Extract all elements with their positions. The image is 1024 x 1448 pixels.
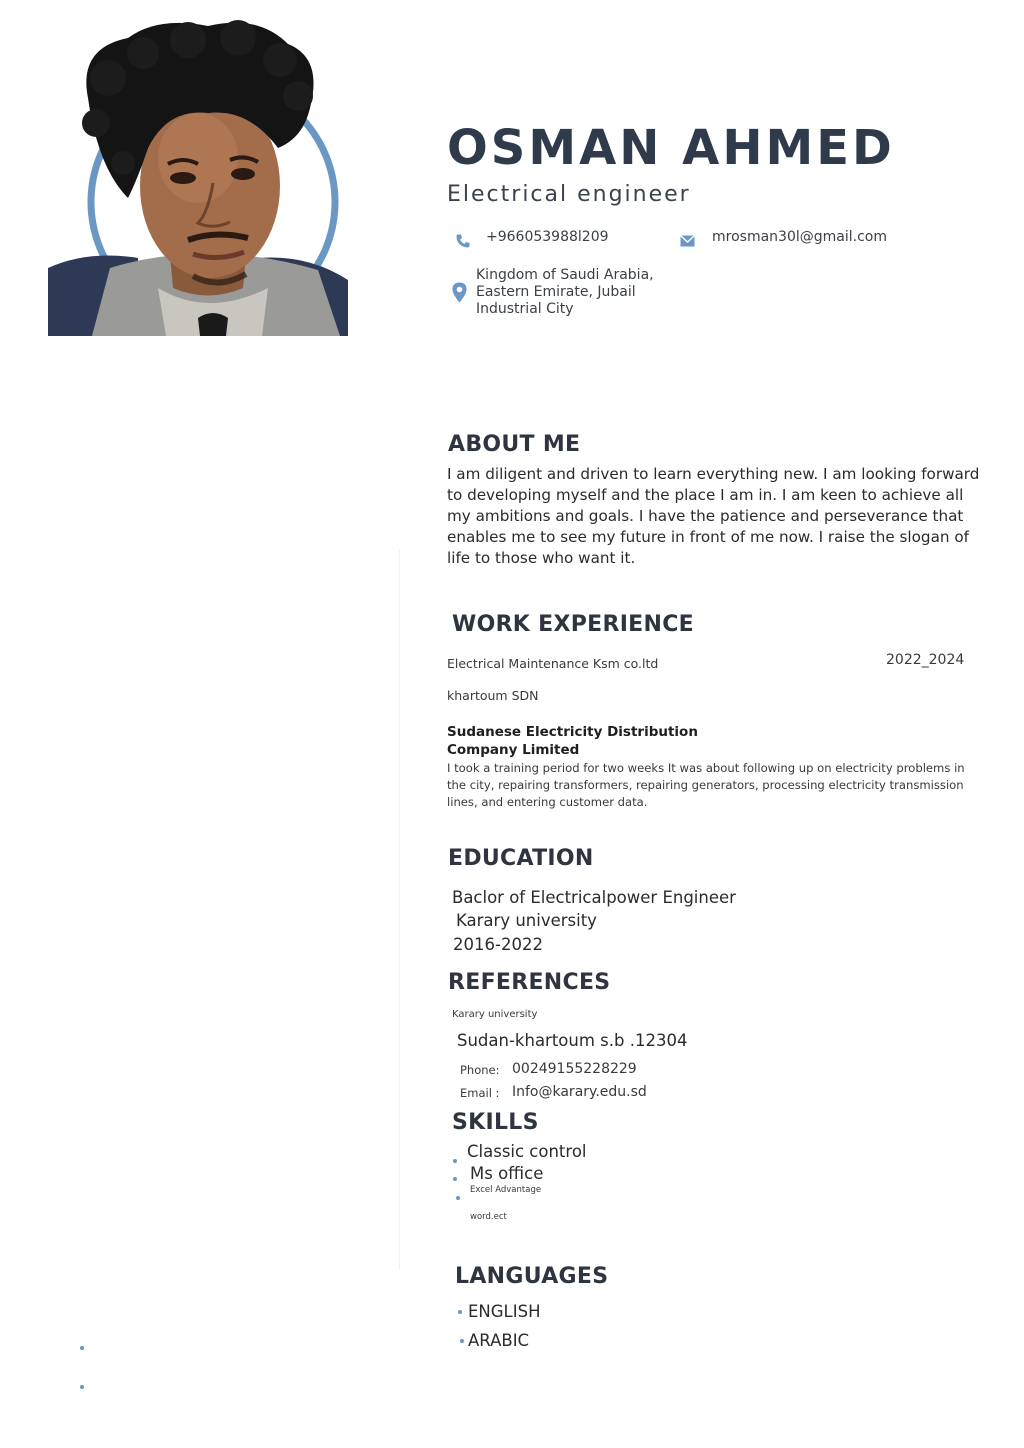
address-line-2: Eastern Emirate, Jubail [476, 284, 636, 300]
company-line: Sudanese Electricity Distribution [447, 724, 698, 740]
work-heading: WORK EXPERIENCE [452, 612, 694, 637]
languages-heading: LANGUAGES [455, 1264, 609, 1289]
references-heading: REFERENCES [448, 970, 611, 995]
job-location: khartoum SDN [447, 688, 539, 703]
reference-phone: 00249155228229 [512, 1061, 637, 1077]
bullet [458, 1310, 462, 1314]
bullet [453, 1177, 457, 1181]
address [476, 267, 654, 318]
email-address: mrosman30l@gmail.com [712, 229, 887, 245]
bullet [80, 1346, 84, 1350]
address-line-1: Kingdom of Saudi Arabia, [476, 267, 654, 283]
about-heading: ABOUT ME [448, 432, 581, 457]
reference-address: Sudan-khartoum s.b .12304 [457, 1031, 688, 1050]
education-heading: EDUCATION [448, 846, 594, 871]
about-line: enables me to see my future in front of me now. I raise the slogan of [447, 528, 969, 546]
company-name [447, 723, 698, 759]
education-degree: Baclor of Electricalpower Engineer [452, 888, 736, 907]
about-line: my ambitions and goals. I have the patience and perseverance that [447, 507, 964, 525]
bullet [80, 1385, 84, 1389]
bullet [453, 1159, 457, 1163]
bullet [460, 1339, 464, 1343]
job-role: Electrical engineer [447, 182, 691, 207]
skill-item: Classic control [467, 1142, 587, 1161]
location-pin-icon [452, 282, 467, 303]
description-line: I took a training period for two weeks It was about following up on electricity problems in [447, 761, 965, 775]
description-line: lines, and entering customer data. [447, 795, 648, 809]
education-school: Karary university [456, 911, 597, 930]
column-divider [399, 550, 400, 1270]
about-text [447, 464, 983, 569]
email-icon [680, 235, 695, 247]
about-line: life to those who want it. [447, 549, 636, 567]
about-line: to developing myself and the place I am in. I am keen to achieve all [447, 486, 964, 504]
language-item: ENGLISH [468, 1302, 541, 1321]
skill-item: Excel Advantage [470, 1185, 542, 1195]
reference-email: Info@karary.edu.sd [512, 1084, 647, 1100]
description-line: the city, repairing transformers, repairing generators, processing electricity transmission [447, 778, 964, 792]
job-years: 2022_2024 [886, 652, 965, 668]
education-years: 2016-2022 [453, 935, 543, 954]
company-line: Company Limited [447, 742, 580, 758]
skills-heading: SKILLS [452, 1110, 539, 1135]
phone-number: +966053988l209 [486, 229, 609, 245]
reference-phone-label: Phone: [460, 1063, 500, 1077]
reference-org: Karary university [452, 1009, 538, 1020]
about-line: I am diligent and driven to learn everything new. I am looking forward [447, 465, 980, 483]
job-description [447, 760, 983, 811]
bullet [456, 1196, 460, 1200]
profile-photo [48, 18, 350, 336]
language-item: ARABIC [468, 1331, 530, 1350]
skill-item: word.ect [470, 1212, 507, 1222]
person-name: OSMAN AHMED [447, 120, 895, 176]
phone-icon [455, 233, 471, 249]
job-title: Electrical Maintenance Ksm co.ltd [447, 656, 659, 671]
skill-item: Ms office [470, 1164, 544, 1183]
reference-email-label: Email : [460, 1086, 500, 1100]
address-line-3: Industrial City [476, 301, 574, 317]
